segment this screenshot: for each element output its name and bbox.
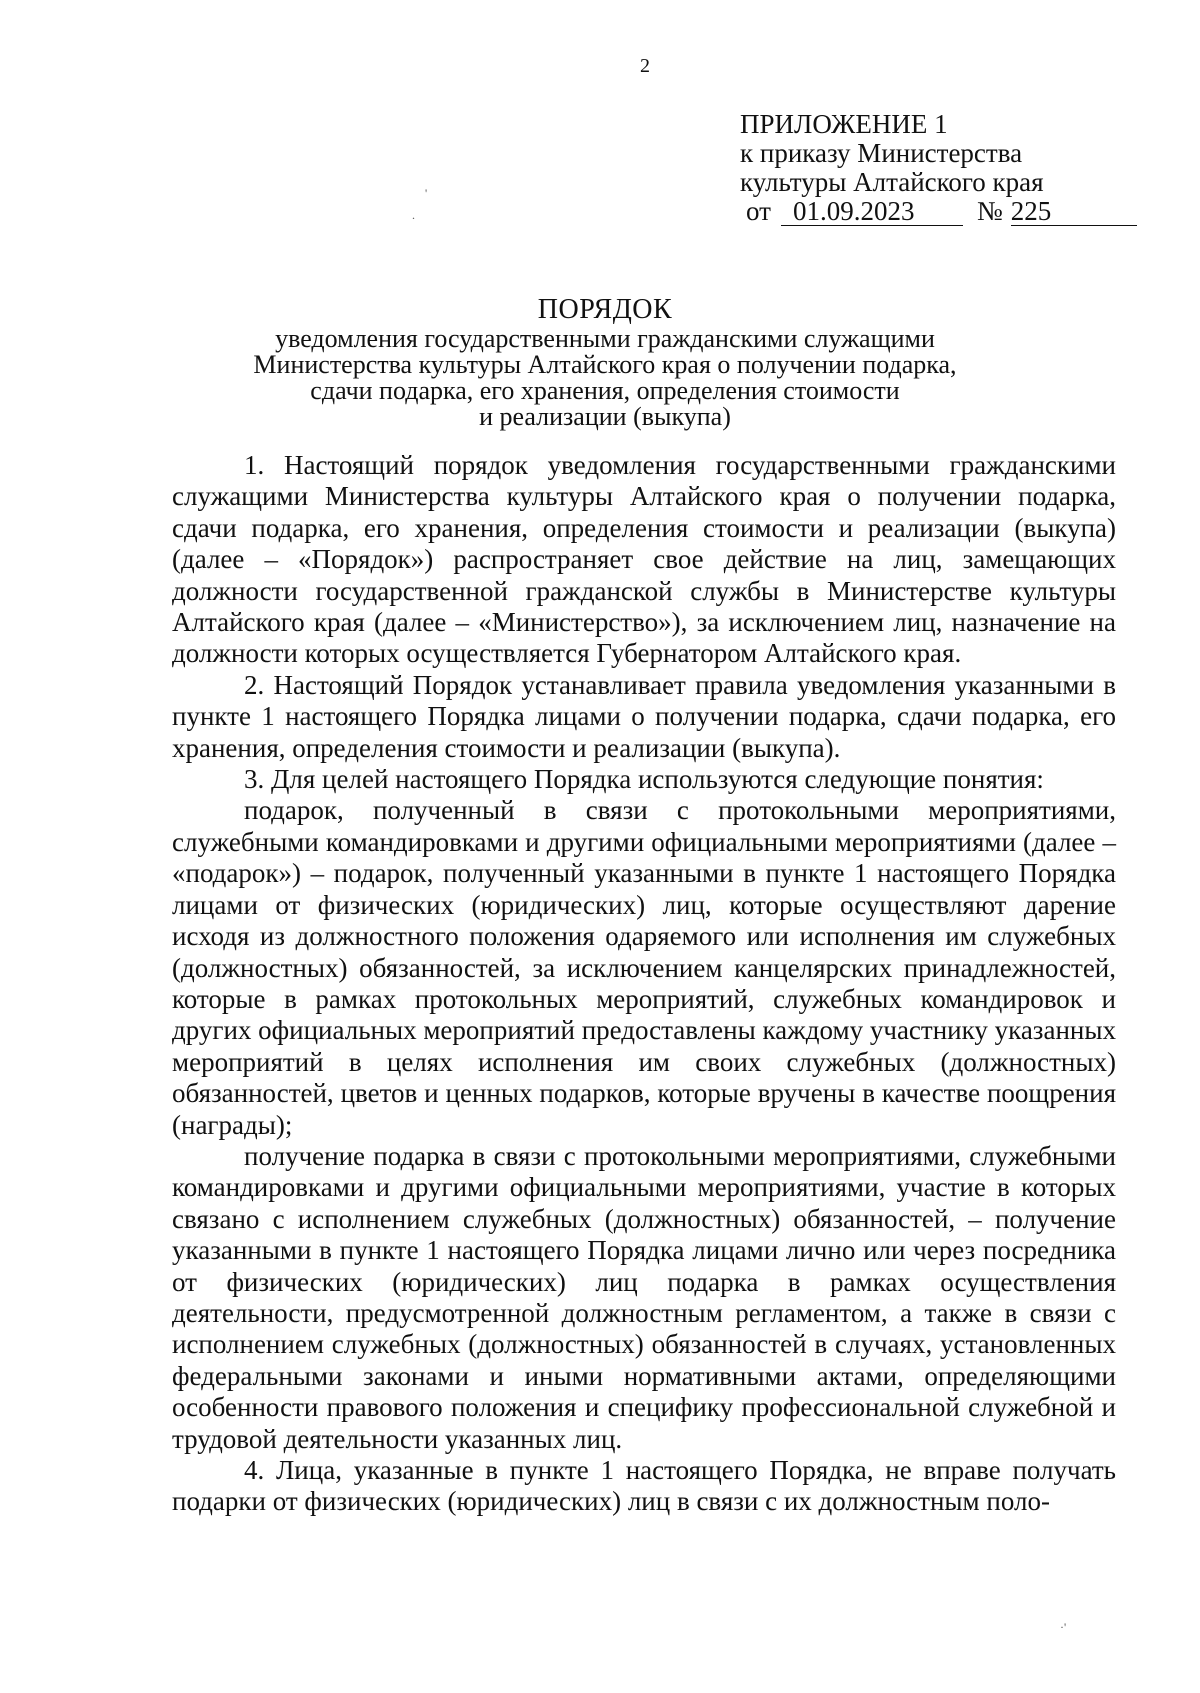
number-value: 225 [1011, 197, 1137, 226]
subtitle-line: Министерства культуры Алтайского края о получении подарка, [253, 350, 957, 379]
date-value: 01.09.2023 [781, 197, 963, 226]
number-label: № [976, 196, 1003, 226]
scan-speck: ' [425, 186, 428, 200]
paragraph-4: 4. Лица, указанные в пункте 1 настоящего Порядка, не вправе получать подарки от физических (юридических) лиц в связи с их должностным поло- [172, 1455, 1116, 1517]
paragraph-2: 2. Настоящий Порядок устанавливает правила уведомления указанными в пункте 1 настоящего Порядка лицами о получении подарка, сдачи подарка, его хранения, определения стоимости и реализации (выкупа). [172, 669, 1116, 763]
appendix-order-line: к приказу Министерства [740, 138, 1023, 168]
page-number: 2 [640, 55, 650, 77]
appendix-title: ПРИЛОЖЕНИЕ 1 [740, 109, 948, 139]
appendix-ministry-line: культуры Алтайского края [740, 167, 1044, 197]
subtitle-line: уведомления государственными гражданскими служащими [275, 324, 935, 353]
date-label: от [746, 196, 771, 226]
paragraph-1: 1. Настоящий порядок уведомления государственными гражданскими служащими Министерства культуры Алтайского края о получении подарка, сдачи подарка, его хранения, определения стоимости и реализации (выкупа) (далее – «Порядок») распространяет свое действие на лиц, замещающих должности государственной гражданской службы в Министерстве культуры Алтайского края (далее – «Министерство»), за исключением лиц, назначение на должности которых осуществляется Губернатором Алтайского края. [172, 450, 1116, 669]
subtitle-line: сдачи подарка, его хранения, определения стоимости [310, 376, 900, 405]
scan-speck: . [412, 208, 415, 222]
scan-speck: ·' [1060, 1620, 1067, 1634]
document-subtitle [160, 326, 1050, 430]
document-body [172, 450, 1116, 1518]
paragraph-3-definition-gift: подарок, полученный в связи с протокольными мероприятиями, служебными командировками и другими официальными мероприятиями (далее – «подарок») – подарок, полученный указанными в пункте 1 настоящего Порядка лицами от физических (юридических) лиц, которые осуществляют дарение исходя из должностного положения одаряемого или исполнения им служебных (должностных) обязанностей, за исключением канцелярских принадлежностей, которые в рамках протокольных мероприятий, служебных командировок и других официальных мероприятий предоставлены каждому участнику указанных мероприятий в целях исполнения им своих служебных (должностных) обязанностей, цветов и ценных подарков, которые вручены в качестве поощрения (награды); [172, 795, 1116, 1140]
paragraph-3: 3. Для целей настоящего Порядка используются следующие понятия: [244, 764, 1044, 795]
appendix-date-row [746, 197, 1137, 226]
subtitle-line: и реализации (выкупа) [479, 402, 731, 431]
appendix-block [740, 110, 1137, 226]
document-heading [160, 294, 1050, 430]
document-title: ПОРЯДОК [537, 294, 673, 325]
paragraph-3-definition-receipt: получение подарка в связи с протокольными мероприятиями, служебными командировками и другими официальными мероприятиями, участие в которых связано с исполнением служебных (должностных) обязанностей, – получение указанными в пункте 1 настоящего Порядка лицами лично или через посредника от физических (юридических) лиц подарка в рамках осуществления деятельности, предусмотренной должностным регламентом, а также в связи с исполнением служебных (должностных) обязанностей в случаях, установленных федеральными законами и иными нормативными актами, определяющими особенности правового положения и специфику профессиональной служебной и трудовой деятельности указанных лиц. [172, 1140, 1116, 1454]
